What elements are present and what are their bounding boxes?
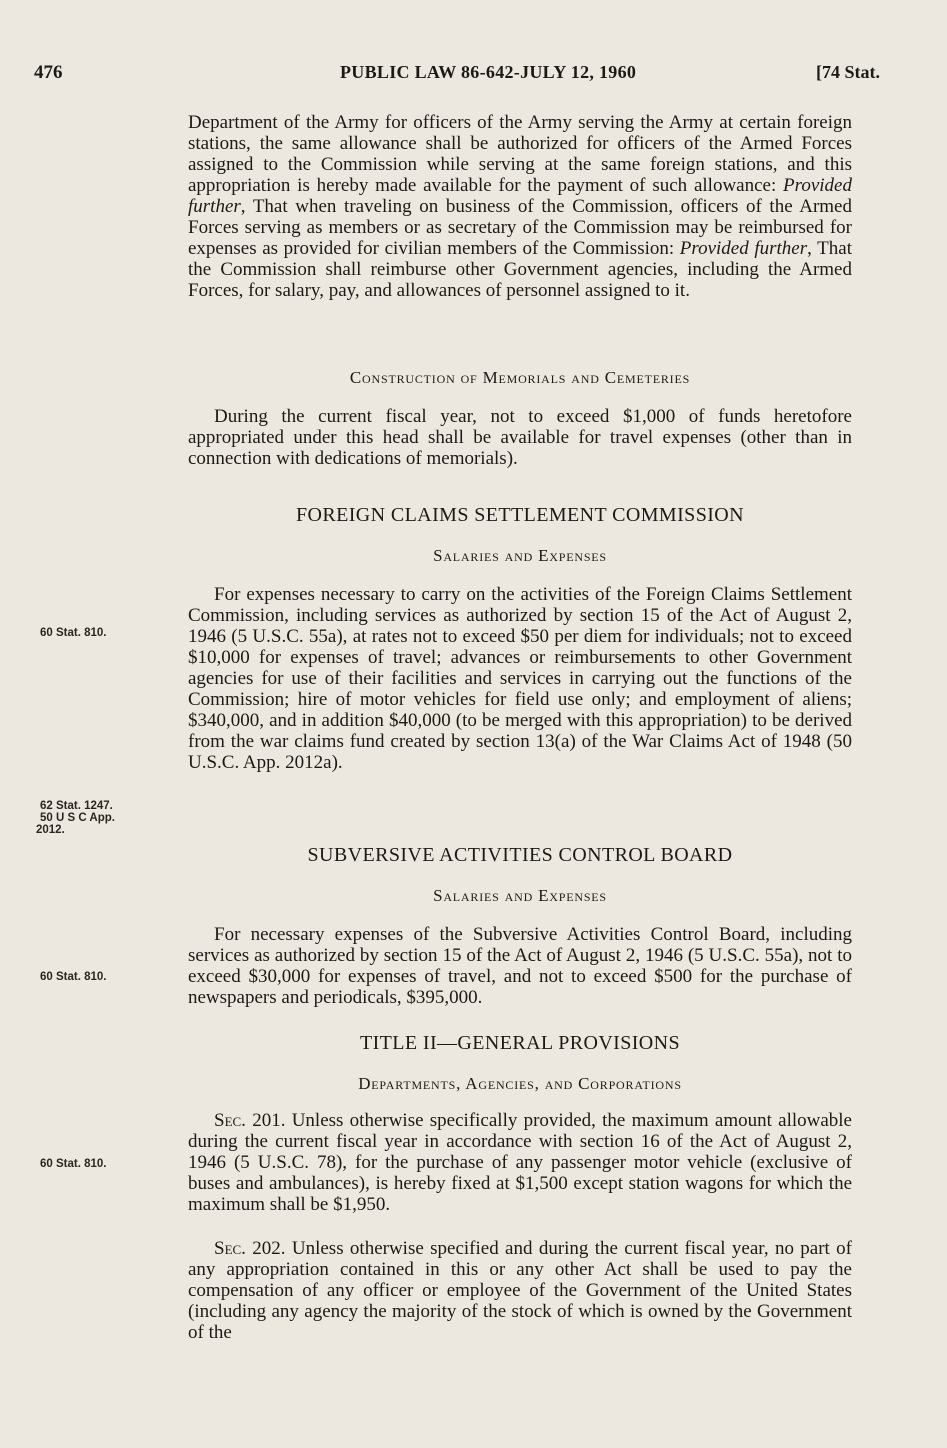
volume-reference: [74 Stat. [816, 62, 880, 82]
paragraph-text: For necessary expenses of the Subversive Activities Control Board, including services as authorized by section 15 of the Act of August 2, 1946 (5 U.S.C. 55a), not to exceed $30,000 for expenses of travel, and not to exceed $500 for the purchase of newspapers and periodicals, $395,000. [188, 924, 852, 1008]
paragraph-text [188, 112, 852, 301]
heading-title-ii: TITLE II—GENERAL PROVISIONS [359, 1032, 681, 1054]
section-label: Sec. [214, 1110, 246, 1131]
margin-note-line: 2012. [36, 824, 65, 836]
running-head: PUBLIC LAW 86-642-JULY 12, 1960 [340, 62, 637, 82]
text-run: , That the Commission shall reimburse other Government agencies, including the Armed Forces, for salary, pay, and allowances of personnel assigned to it. [188, 238, 852, 301]
margin-note: 60 Stat. 810. [40, 1158, 107, 1170]
paragraph-text: For expenses necessary to carry on the activities of the Foreign Claims Settlement Commission, including services as authorized by section 15 of the Act of August 2, 1946 (5 U.S.C. 55a), at rates not to exceed $50 per diem for individuals; not to exceed $10,000 for expenses of travel; advances or reimbursements to other Government agencies for use of their facilities and services in carrying out the functions of the Commission; hire of motor vehicles for field use only; and employment of aliens; $340,000, and in addition $40,000 (to be merged with this appropriation) to be derived from the war claims fund created by section 13(a) of the War Claims Act of 1948 (50 U.S.C. App. 2012a). [188, 584, 852, 773]
heading-subversive: SUBVERSIVE ACTIVITIES CONTROL BOARD [307, 844, 733, 866]
paragraph-text [188, 1110, 852, 1215]
heading-salaries-expenses: Salaries and Expenses [433, 886, 607, 905]
text-run: 202. Unless otherwise specified and during the current fiscal year, no part of any appropriation contained in this or any other Act shall be used to pay the compensation of any officer or employee of the Government of the United States (including any agency the majority of the stock of which is owned by the Government of the [188, 1238, 852, 1343]
margin-note: 60 Stat. 810. [40, 971, 107, 983]
heading-foreign-claims: FOREIGN CLAIMS SETTLEMENT COMMISSION [296, 504, 744, 526]
heading-departments: Departments, Agencies, and Corporations [358, 1074, 682, 1093]
paragraph-sec-201 [188, 1110, 852, 1215]
italic-proviso: Provided further [188, 175, 852, 217]
paragraph-subversive [188, 924, 852, 1008]
paragraph-text: During the current fiscal year, not to exceed $1,000 of funds heretofore appropriated under this head shall be available for travel expenses (other than in connection with dedications of memorials). [188, 406, 852, 469]
heading-construction: Construction of Memorials and Cemeteries [349, 368, 691, 387]
page-header [34, 62, 880, 86]
paragraph-text [188, 1238, 852, 1343]
paragraph-foreign-claims [188, 584, 852, 773]
margin-note: 60 Stat. 810. [40, 627, 107, 639]
margin-note-line: 62 Stat. 1247. [40, 800, 113, 812]
text-run: Department of the Army for officers of the Army serving the Army at certain foreign stations, the same allowance shall be authorized for officers of the Armed Forces assigned to the Commission while serving at the same foreign stations, and this appropriation is hereby made available for the payment of such allowance: [188, 112, 852, 196]
page-number: 476 [34, 62, 63, 83]
margin-note-line: 50 U S C App. [40, 812, 115, 824]
italic-proviso: Provided further [679, 238, 808, 259]
heading-salaries-expenses: Salaries and Expenses [433, 546, 607, 565]
margin-note-group [36, 800, 115, 836]
section-label: Sec. [214, 1238, 246, 1259]
text-run: 201. Unless otherwise specifically provided, the maximum amount allowable during the current fiscal year in accordance with section 16 of the Act of August 2, 1946 (5 U.S.C. 78), for the purchase of any passenger motor vehicle (exclusive of buses and ambulances), is hereby fixed at $1,500 except station wagons for which the maximum shall be $1,950. [188, 1110, 852, 1215]
paragraph-construction [188, 406, 852, 469]
paragraph-sec-202 [188, 1238, 852, 1343]
paragraph-army-allowance [188, 112, 852, 301]
text-run: , That when traveling on business of the Commission, officers of the Armed Forces serving as members or as secretary of the Commission may be reimbursed for expenses as provided for civilian members of the Commission: [188, 196, 852, 259]
